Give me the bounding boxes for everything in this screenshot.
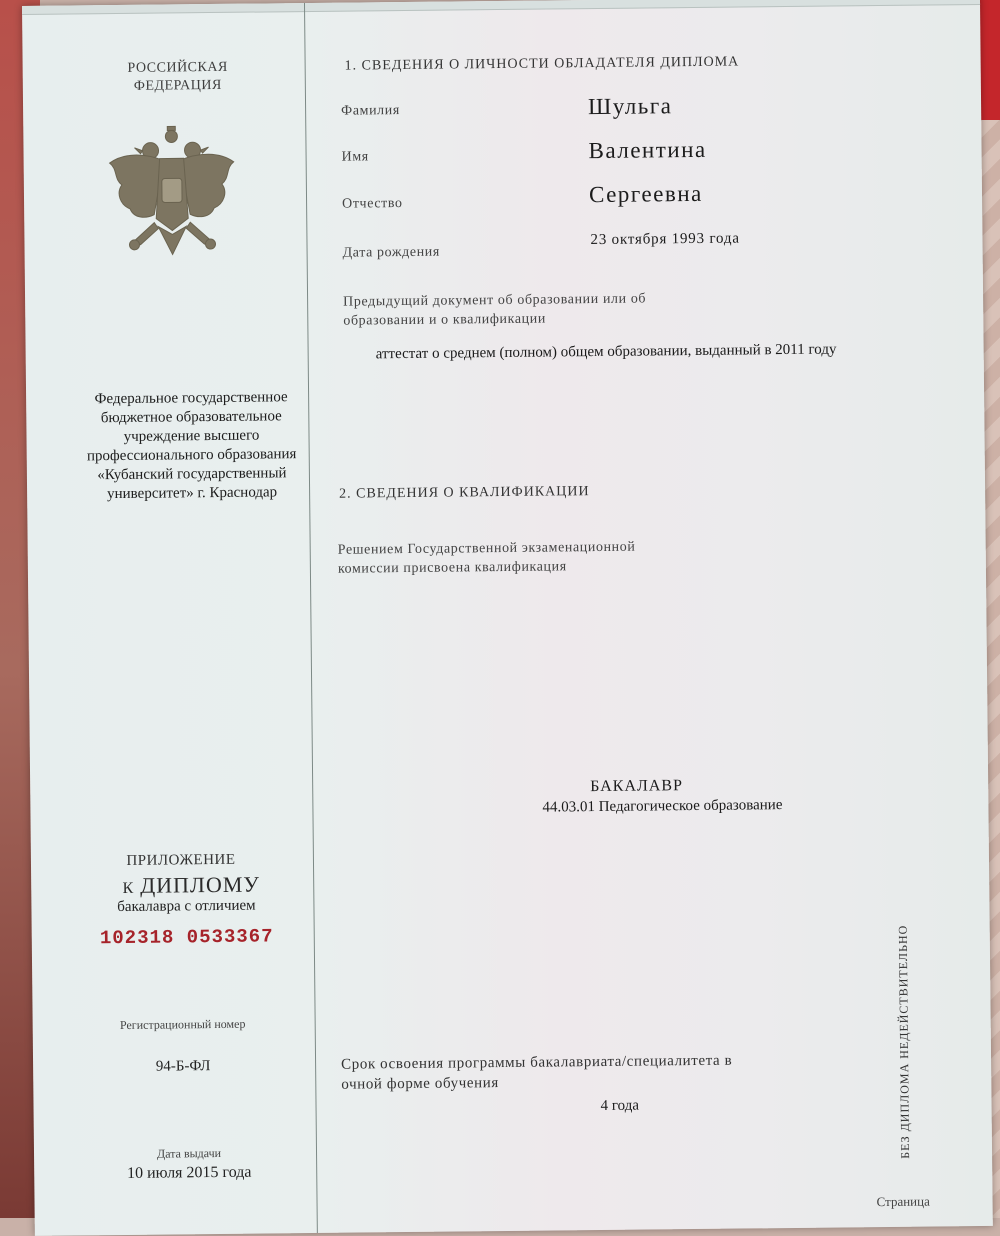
supplement-title: ПРИЛОЖЕНИЕ [126,851,236,869]
to-diploma-title [91,871,291,899]
serial-number: 102318 0533367 [99,925,274,950]
institution-name: Федеральное государственное бюджетное образовательное учреждение высшего профессионального образования «Кубанский государственный университет» г. Краснодар [86,389,297,503]
study-duration-value: 4 года [600,1097,640,1115]
paper-top-edge [22,0,980,15]
name-value: Валентина [588,136,707,164]
birth-date-value: 23 октября 1993 года [590,230,740,249]
registration-number: 94-Б-ФЛ [155,1058,211,1075]
diploma-supplement-page [22,0,993,1236]
section-2-title: 2. СВЕДЕНИЯ О КВАЛИФИКАЦИИ [339,484,590,502]
to-diploma-word: ДИПЛОМУ [140,871,261,898]
previous-document-label: Предыдущий документ об образовании или об образовании и о квалификации [343,291,647,329]
patronymic-value: Сергеевна [588,180,703,208]
section-1-title: 1. СВЕДЕНИЯ О ЛИЧНОСТИ ОБЛАДАТЕЛЯ ДИПЛОМА [344,54,740,74]
specialty-value: 44.03.01 Педагогическое образование [542,797,783,816]
country-name: РОССИЙСКАЯ ФЕДЕРАЦИЯ [127,59,228,94]
diploma-type: бакалавра с отличием [117,897,256,916]
validity-side-note: БЕЗ ДИПЛОМА НЕДЕЙСТВИТЕЛЬНО [895,924,913,1159]
registration-number-label: Регистрационный номер [119,1016,246,1033]
name-label: Имя [341,149,369,165]
birth-date-label: Дата рождения [342,244,440,261]
previous-document-value: аттестат о среднем (полном) общем образовании, выданный в 2011 году [375,341,837,363]
to-diploma-k: К [122,879,135,897]
issue-date-label: Дата выдачи [156,1145,222,1161]
surname-label: Фамилия [341,103,400,119]
qualification-decision-text: Решением Государственной экзаменационной комиссии присвоена квалификация [337,539,636,577]
column-divider [304,3,318,1233]
qualification-value: БАКАЛАВР [590,777,684,796]
surname-value: Шульга [587,93,673,120]
patronymic-label: Отчество [342,196,403,212]
page-label: Страница [876,1193,930,1210]
issue-date: 10 июля 2015 года [126,1163,252,1182]
russian-double-headed-eagle-emblem [103,122,240,263]
study-duration-label: Срок освоения программы бакалавриата/специалитета в очной форме обучения [341,1052,733,1093]
